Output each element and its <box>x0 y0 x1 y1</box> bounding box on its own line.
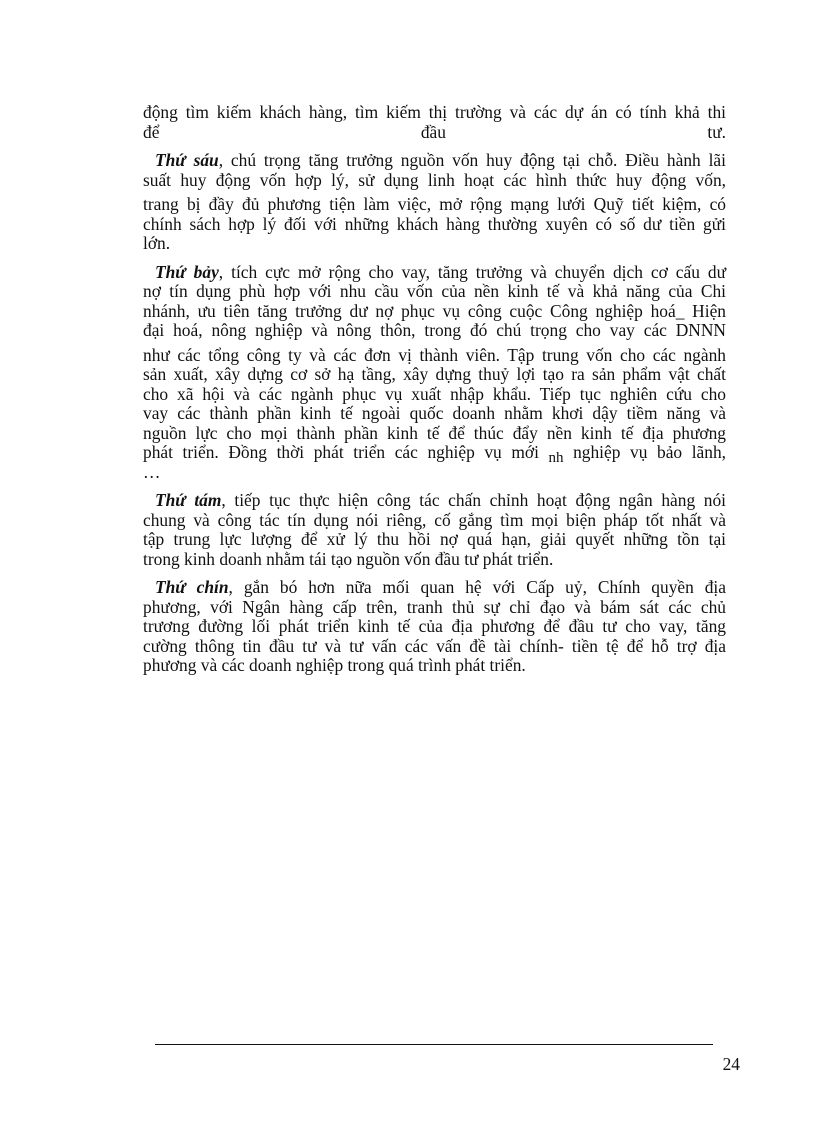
text-line <box>143 491 726 511</box>
paragraph-continuation <box>143 103 726 142</box>
text-line <box>143 578 726 598</box>
text-run: , tích cực mở rộng cho vay, tăng trưởng và chuyển dịch cơ cấu dư <box>218 261 727 282</box>
text-line: chính sách hợp lý đối với những khách hàng thường xuyên có số dư tiền gửi <box>143 213 726 234</box>
word-tu: tư. <box>707 121 726 142</box>
word-de: để <box>143 121 160 142</box>
text-line: lớn. <box>143 233 171 253</box>
paragraph-lead: Thứ chín <box>155 577 229 597</box>
text-run: , tiếp tục thực hiện công tác chấn chỉnh hoạt động ngân hàng nói <box>221 490 726 510</box>
word-dau: đầu <box>420 121 446 142</box>
text-run: phát triển. Đồng thời phát triển các nghiệp vụ mới <box>143 442 539 462</box>
paragraph-thu-chin <box>143 578 726 676</box>
paragraph-thu-sau <box>143 151 726 254</box>
text-run: nghiệp vụ bảo lãnh, <box>573 442 726 462</box>
paragraph-lead: Thứ tám <box>155 490 222 510</box>
paragraph-lead: Thứ bảy <box>155 261 219 282</box>
text-line <box>143 442 726 466</box>
paragraph-lead: Thứ sáu <box>155 150 219 170</box>
text-line: như các tổng công ty và các đơn vị thành viên. Tập trung vốn cho các ngành <box>143 344 726 365</box>
text-line: chung và công tác tín dụng nói riêng, cố gắng tìm mọi biện pháp tốt nhất và <box>143 509 726 530</box>
paragraph-thu-tam <box>143 491 726 569</box>
text-line: trong kinh doanh nhằm tái tạo nguồn vốn đầu tư phát triển. <box>143 548 554 569</box>
text-line: nguồn lực cho mọi thành phần kinh tế để thúc đẩy nền kinh tế địa phương <box>143 422 726 443</box>
text-line: cường thông tin đầu tư và tư vấn các vấn đề tài chính- tiền tệ để hỗ trợ địa <box>143 635 726 656</box>
paragraph-thu-bay <box>143 263 726 483</box>
text-line: phương, với Ngân hàng cấp trên, tranh thủ sự chỉ đạo và bám sát các chủ <box>143 596 726 617</box>
text-line: vay các thành phần kinh tế ngoài quốc doanh nhằm khơi dậy tiềm năng và <box>143 403 726 423</box>
text-line-spread <box>143 123 726 143</box>
text-line: cho xã hội và các ngành phục vụ xuất nhập khẩu. Tiếp tục nghiên cứu cho <box>143 383 726 404</box>
page-number: 24 <box>722 1054 740 1074</box>
text-line: động tìm kiếm khách hàng, tìm kiếm thị trường và các dự án có tính khả thi <box>143 102 726 122</box>
text-line <box>143 151 726 171</box>
text-line: suất huy động vốn hợp lý, sử dụng linh hoạt các hình thức huy động vốn, <box>143 169 726 190</box>
text-line: đại hoá, nông nghiệp và nông thôn, trong đó chú trọng cho vay các DNNN <box>143 320 726 340</box>
text-line: tập trung lực lượng để xử lý thu hồi nợ quá hạn, giải quyết những tồn tại <box>143 529 726 549</box>
text-line: trang bị đầy đủ phương tiện làm việc, mở rộng mạng lưới Quỹ tiết kiệm, có <box>143 194 726 214</box>
text-line: … <box>143 461 161 482</box>
text-run: , chú trọng tăng trưởng nguồn vốn huy động tại chỗ. Điều hành lãi <box>218 150 726 170</box>
subscript-fragment: nh <box>548 450 564 466</box>
text-line: sản xuất, xây dựng cơ sở hạ tầng, xây dựng thuỷ lợi tạo ra sản phẩm vật chất <box>143 364 726 384</box>
footer-divider <box>155 1044 713 1045</box>
text-run: , gắn bó hơn nữa mối quan hệ với Cấp uỷ, Chính quyền địa <box>228 577 726 597</box>
text-line: phương và các doanh nghiệp trong quá trình phát triển. <box>143 655 526 675</box>
text-line: trương đường lối phát triển kinh tế của địa phương để đầu tư cho vay, tăng <box>143 616 726 636</box>
text-line: nhánh, ưu tiên tăng trưởng dư nợ phục vụ công cuộc Công nghiệp hoá_ Hiện <box>143 300 726 321</box>
body-text <box>143 103 726 685</box>
text-line: nợ tín dụng phù hợp với nhu cầu vốn của nền kinh tế và khả năng của Chi <box>143 281 726 301</box>
text-line <box>143 263 726 283</box>
